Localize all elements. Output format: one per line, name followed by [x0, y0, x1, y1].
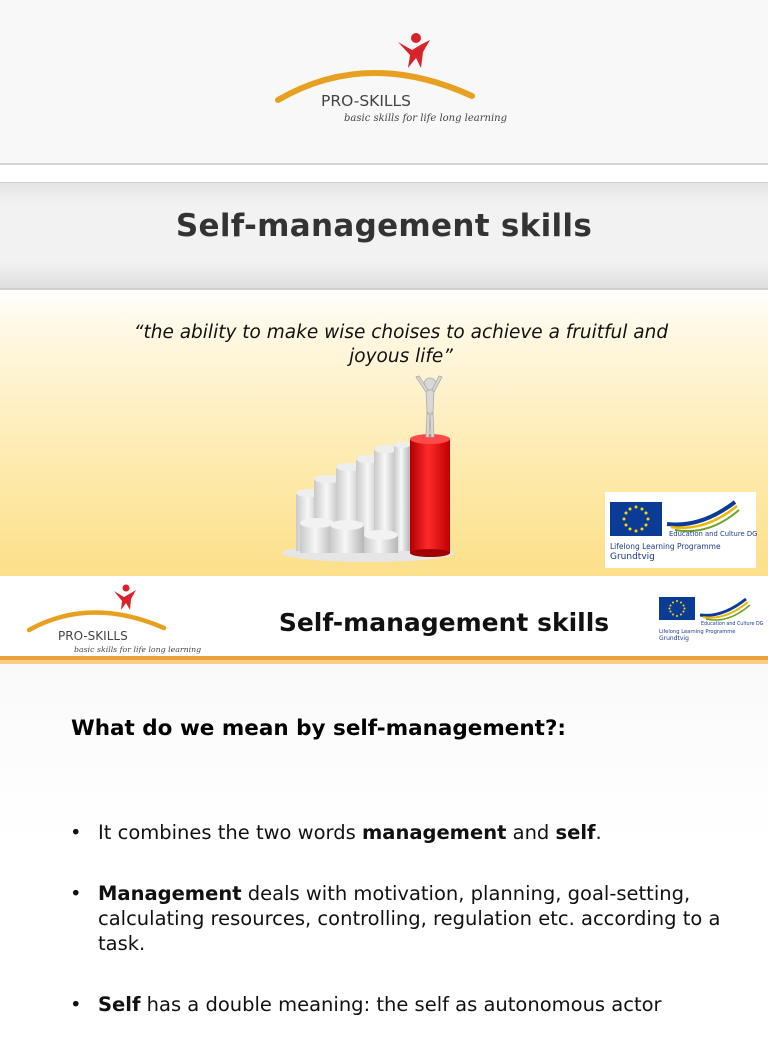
- red-column: [410, 439, 450, 553]
- content-slide: [0, 576, 768, 1024]
- svg-text:Grundtvig: Grundtvig: [610, 552, 655, 562]
- person-figure-icon: [416, 376, 442, 437]
- bullet-glyph: •: [70, 882, 82, 905]
- divider: [0, 163, 768, 165]
- svg-text:basic skills for life long lea: basic skills for life long learning: [344, 113, 508, 124]
- svg-text:basic skills for life long lea: basic skills for life long learning: [74, 645, 202, 654]
- rising-columns-illustration: [276, 375, 466, 565]
- svg-text:Education and Culture DG: Education and Culture DG: [701, 622, 764, 627]
- slide-title: Self-management skills: [278, 608, 610, 637]
- svg-text:Lifelong Learning Programme: Lifelong Learning Programme: [659, 629, 736, 635]
- svg-text:PRO-SKILLS: PRO-SKILLS: [58, 629, 128, 643]
- bullet-glyph: •: [70, 993, 82, 1016]
- bullet-list: [70, 820, 730, 1053]
- bullet-item: • Management deals with motivation, planning, goal-setting, calculating resources, controlling, regulation etc. according to a task.: [70, 882, 721, 955]
- pro-skills-logo: [272, 28, 508, 128]
- svg-text:Lifelong Learning Programme: Lifelong Learning Programme: [610, 542, 721, 551]
- bullet-item: • Self has a double meaning: the self as autonomous actor: [70, 993, 662, 1016]
- quote: “the ability to make wise choises to achieve a fruitful and joyous life”: [133, 322, 669, 367]
- svg-text:Grundtvig: Grundtvig: [659, 635, 689, 642]
- svg-text:Education and Culture DG: Education and Culture DG: [669, 530, 758, 538]
- eu-lifelong-learning-logo: [656, 593, 764, 643]
- accent-rule-light: [0, 660, 768, 664]
- bullet-glyph: •: [70, 821, 82, 844]
- bullet-item: • It combines the two words management and self.: [70, 821, 602, 844]
- section-heading: What do we mean by self-management?:: [71, 716, 567, 741]
- person-figure-icon: [114, 585, 136, 611]
- pro-skills-logo: [26, 582, 202, 656]
- person-figure-icon: [398, 33, 430, 68]
- eu-lifelong-learning-logo: [605, 492, 756, 568]
- svg-text:PRO-SKILLS: PRO-SKILLS: [321, 92, 412, 110]
- slide-title: Self-management skills: [175, 208, 593, 244]
